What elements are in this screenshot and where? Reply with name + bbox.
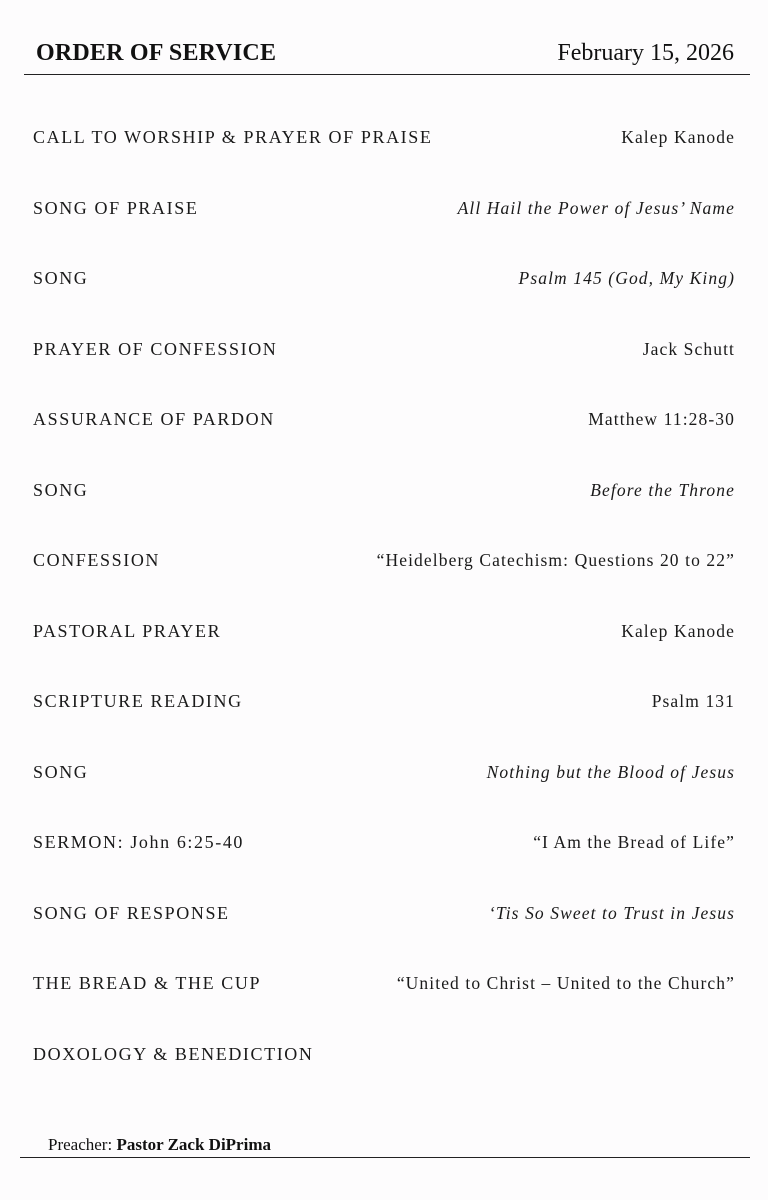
service-item <box>33 828 735 899</box>
service-item-detail: “I Am the Bread of Life” <box>533 832 735 852</box>
service-item <box>33 969 735 1040</box>
footer <box>20 1130 750 1158</box>
service-item <box>33 123 735 194</box>
service-item <box>33 405 735 476</box>
preacher-line <box>48 1135 271 1155</box>
service-item-label: SONG <box>33 268 89 288</box>
service-item <box>33 899 735 970</box>
service-item <box>33 687 735 758</box>
service-item-label: CALL TO WORSHIP & PRAYER OF PRAISE <box>33 127 433 147</box>
service-item-detail: Jack Schutt <box>642 338 735 359</box>
service-item-label: ASSURANCE OF PARDON <box>33 409 275 429</box>
service-item-label: PASTORAL PRAYER <box>33 620 222 641</box>
service-item-label: SONG <box>33 479 89 500</box>
preacher-name: Pastor Zack DiPrima <box>116 1135 271 1154</box>
preacher-label: Preacher: <box>48 1135 113 1154</box>
service-item-label: DOXOLOGY & BENEDICTION <box>33 1043 314 1064</box>
service-item <box>33 546 735 617</box>
service-item-detail: Kalep Kanode <box>621 127 735 147</box>
service-item-label: SERMON: John 6:25-40 <box>33 832 245 852</box>
service-item-label: PRAYER OF CONFESSION <box>33 338 278 359</box>
service-item-detail: Psalm 145 (God, My King) <box>518 268 735 288</box>
service-item <box>33 1040 735 1111</box>
page-title: ORDER OF SERVICE <box>36 40 277 66</box>
service-item <box>33 335 735 406</box>
order-of-service-list <box>33 123 735 1110</box>
service-item-label: SCRIPTURE READING <box>33 691 243 711</box>
service-item-detail: “United to Christ – United to the Church” <box>396 973 735 993</box>
service-item-label: SONG <box>33 761 89 782</box>
service-item-label: SONG OF PRAISE <box>33 197 199 218</box>
service-item-label: CONFESSION <box>33 550 161 570</box>
service-item-detail: ‘Tis So Sweet to Trust in Jesus <box>488 902 735 923</box>
service-item <box>33 264 735 335</box>
service-item <box>33 758 735 829</box>
service-item-detail: All Hail the Power of Jesus’ Name <box>457 197 735 218</box>
service-item-detail: Kalep Kanode <box>621 620 735 641</box>
service-item-label: THE BREAD & THE CUP <box>33 973 262 993</box>
service-item <box>33 617 735 688</box>
service-item <box>33 194 735 265</box>
service-item-detail: Nothing but the Blood of Jesus <box>486 761 735 782</box>
service-item-detail: Matthew 11:28-30 <box>588 409 735 429</box>
service-date: February 15, 2026 <box>557 40 734 66</box>
service-item-detail: Before the Throne <box>590 479 735 500</box>
header <box>24 38 750 75</box>
service-item-detail: “Heidelberg Catechism: Questions 20 to 22” <box>376 550 735 570</box>
service-item <box>33 476 735 547</box>
service-item-detail: Psalm 131 <box>651 691 735 711</box>
service-item-label: SONG OF RESPONSE <box>33 902 230 923</box>
